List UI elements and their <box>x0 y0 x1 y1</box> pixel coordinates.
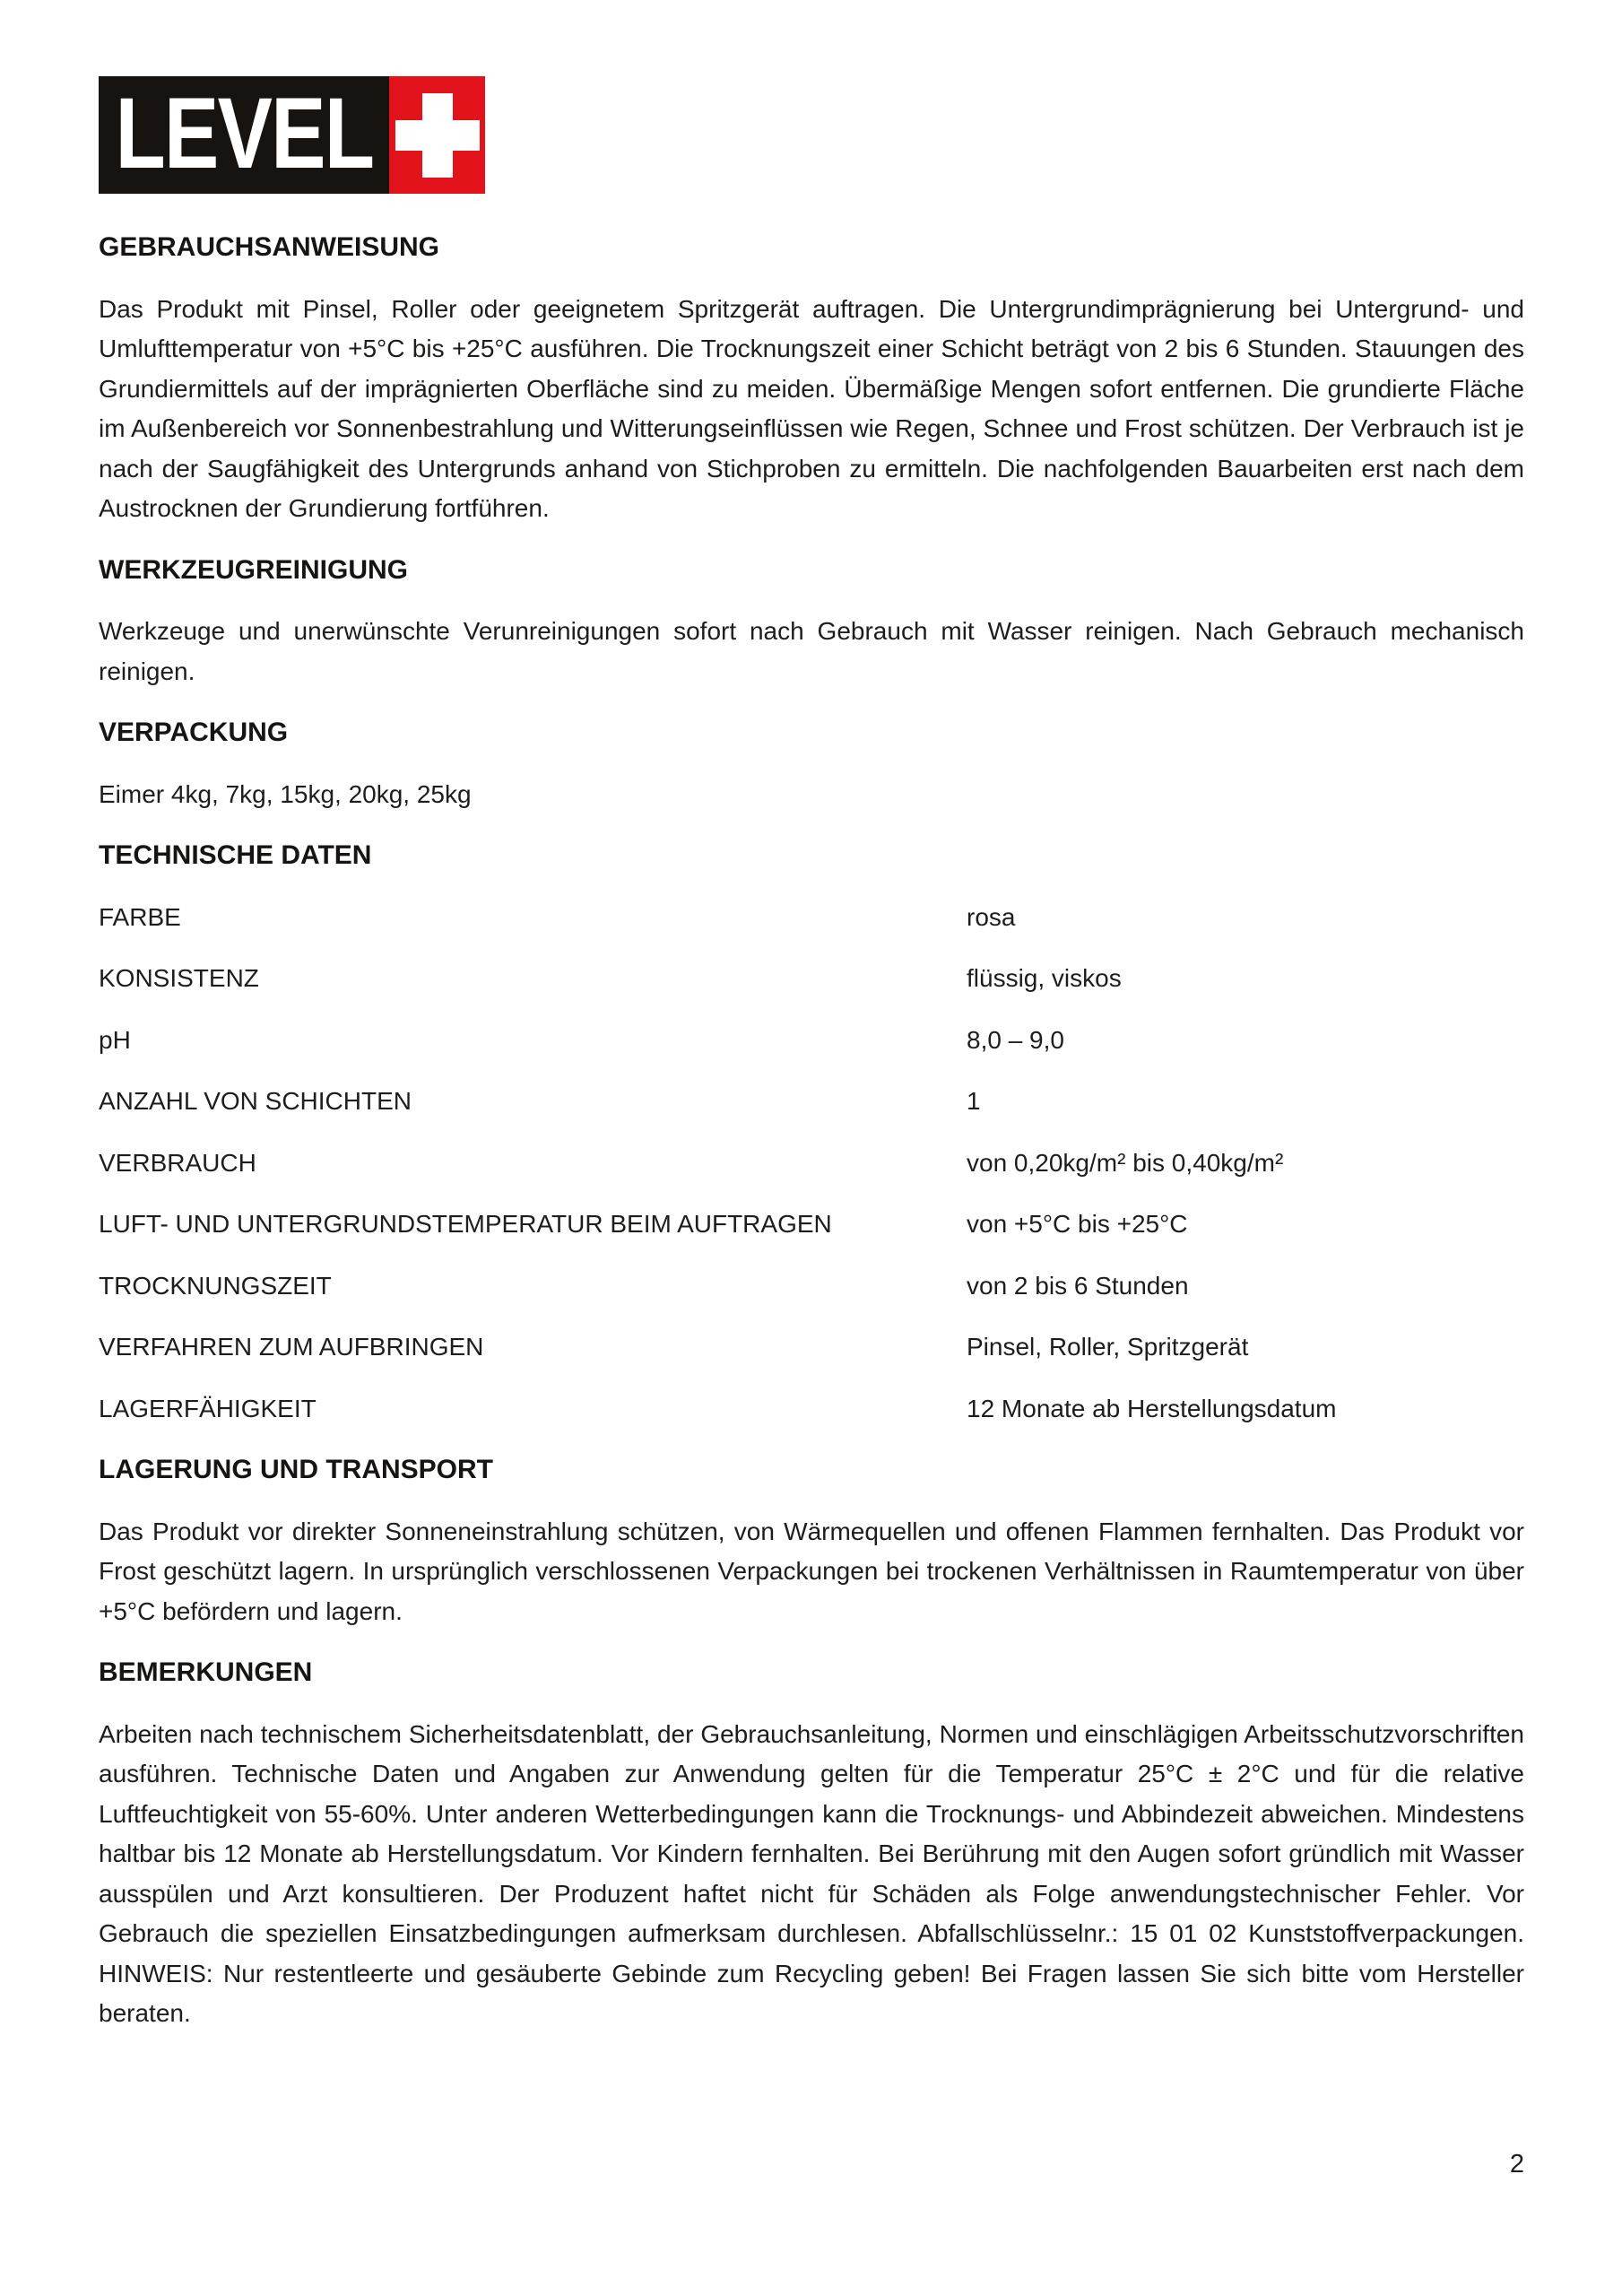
table-row <box>99 1144 1524 1184</box>
remarks-paragraph: Arbeiten nach technischem Sicherheitsdatenblatt, der Gebrauchsanleitung, Normen und einschlägigen Arbeitsschutzvorschriften ausführen. Technische Daten und Angaben zur Anwendung gelten für die Temperatur 25°C ± 2°C und für die relative Luftfeuchtigkeit von 55-60%. Unter anderen Wetterbedingungen kann die Trocknungs- und Abbindezeit abweichen. Mindestens haltbar bis 12 Monate ab Herstellungsdatum. Vor Kindern fernhalten. Bei Berührung mit den Augen sofort gründlich mit Wasser ausspülen und Arzt konsultieren. Der Produzent haftet nicht für Schäden als Folge anwendungstechnischer Fehler. Vor Gebrauch die speziellen Einsatzbedingungen aufmerksam durchlesen. Abfallschlüsselnr.: 15 01 02 Kunststoffverpackungen. HINWEIS: Nur restentleerte und gesäuberte Gebinde zum Recycling geben! Bei Fragen lassen Sie sich bitte vom Hersteller beraten. <box>99 1719 1524 2027</box>
row-label: LUFT- UND UNTERGRUNDSTEMPERATUR BEIM AUFTRAGEN <box>99 1210 832 1238</box>
section-heading-storage: LAGERUNG UND TRANSPORT <box>99 1455 493 1484</box>
section-heading-technical-data: TECHNISCHE DATEN <box>99 840 372 870</box>
row-label: KONSISTENZ <box>99 964 259 992</box>
section-heading-usage: GEBRAUCHSANWEISUNG <box>99 232 440 262</box>
section-heading-packaging: VERPACKUNG <box>99 718 289 747</box>
row-value: Pinsel, Roller, Spritzgerät <box>967 1333 1249 1361</box>
technical-data-table <box>99 898 1524 1430</box>
row-value: von 2 bis 6 Stunden <box>967 1271 1189 1300</box>
tool-cleaning-paragraph: Werkzeuge und unerwünschte Verunreinigungen sofort nach Gebrauch mit Wasser reinigen. Nach Gebrauch mechanisch reinigen. <box>99 617 1524 685</box>
row-label: ANZAHL VON SCHICHTEN <box>99 1087 412 1115</box>
row-value: 1 <box>967 1087 981 1115</box>
row-label: pH <box>99 1025 131 1054</box>
row-label: VERBRAUCH <box>99 1148 256 1177</box>
logo-wordmark: LEVEL <box>115 76 373 189</box>
row-value: von +5°C bis +25°C <box>967 1210 1188 1238</box>
packaging-sizes-line: Eimer 4kg, 7kg, 15kg, 20kg, 25kg <box>99 779 472 808</box>
table-row <box>99 898 1524 938</box>
row-label: LAGERFÄHIGKEIT <box>99 1394 317 1422</box>
row-value: flüssig, viskos <box>967 964 1122 992</box>
brand-logo <box>99 76 485 194</box>
storage-paragraph: Das Produkt vor direkter Sonneneinstrahlung schützen, von Wärmequellen und offenen Flammen fernhalten. Das Produkt vor Frost geschützt lagern. In ursprünglich verschlossenen Verpackungen bei trockenen Verhältnissen in Raumtemperatur von über +5°C befördern und lagern. <box>99 1517 1524 1625</box>
table-row <box>99 1327 1524 1368</box>
row-value: rosa <box>967 902 1016 931</box>
table-row <box>99 959 1524 999</box>
row-value: 8,0 – 9,0 <box>967 1025 1064 1054</box>
plus-icon <box>389 76 485 194</box>
page-number: 2 <box>1509 2150 1524 2179</box>
table-row <box>99 1205 1524 1245</box>
section-heading-tool-cleaning: WERKZEUGREINIGUNG <box>99 554 408 585</box>
logo-wordmark-box <box>99 76 389 194</box>
table-row <box>99 1266 1524 1307</box>
table-row <box>99 1082 1524 1122</box>
table-row <box>99 1021 1524 1061</box>
table-row <box>99 1389 1524 1430</box>
logo-plus-box <box>389 76 485 194</box>
row-label: VERFAHREN ZUM AUFBRINGEN <box>99 1333 484 1361</box>
row-value: von 0,20kg/m² bis 0,40kg/m² <box>967 1148 1284 1177</box>
plus-icon-horizontal-bar <box>395 120 480 151</box>
row-label: TROCKNUNGSZEIT <box>99 1271 332 1300</box>
usage-paragraph: Das Produkt mit Pinsel, Roller oder geeignetem Spritzgerät auftragen. Die Untergrundimprägnierung bei Untergrund- und Umlufttemperatur von +5°C bis +25°C ausführen. Die Trocknungszeit einer Schicht beträgt von 2 bis 6 Stunden. Stauungen des Grundiermittels auf der imprägnierten Oberfläche sind zu meiden. Übermäßige Mengen sofort entfernen. Die grundierte Fläche im Außenbereich vor Sonnenbestrahlung und Witterungseinflüssen wie Regen, Schnee und Frost schützen. Der Verbrauch ist je nach der Saugfähigkeit des Untergrunds anhand von Stichproben zu ermitteln. Die nachfolgenden Bauarbeiten erst nach dem Austrocknen der Grundierung fortführen. <box>99 294 1524 522</box>
section-heading-remarks: BEMERKUNGEN <box>99 1657 313 1687</box>
row-value: 12 Monate ab Herstellungsdatum <box>967 1394 1337 1422</box>
row-label: FARBE <box>99 902 181 931</box>
